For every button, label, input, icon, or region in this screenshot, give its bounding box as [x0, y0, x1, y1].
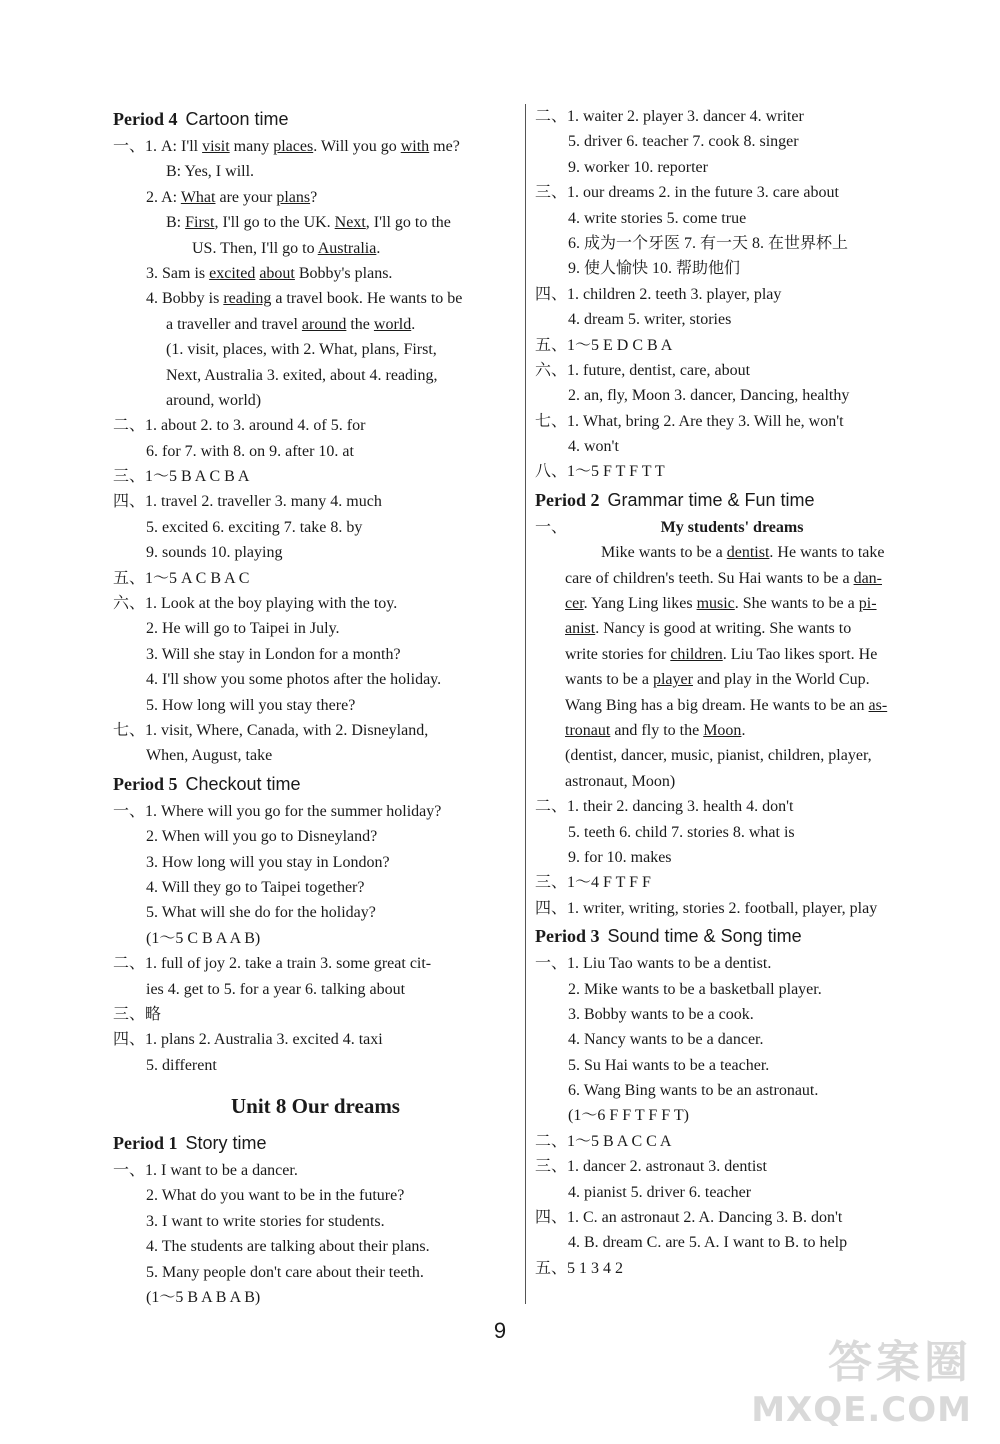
passage-line: tronaut and fly to the Moon.	[565, 721, 746, 739]
answer-line: 五、1～5 E D C B A	[535, 336, 673, 354]
answer-line: 5. teeth 6. child 7. stories 8. what is	[568, 823, 795, 841]
answer-line: 七、1. visit, Where, Canada, with 2. Disneyland,	[113, 721, 429, 739]
answer-line: 2. When will you go to Disneyland?	[146, 828, 378, 846]
answer-line: 3. How long will you stay in London?	[146, 853, 390, 871]
answer-line: 五、5 1 3 4 2	[535, 1259, 624, 1277]
passage-line: wants to be a player and play in the World Cup.	[565, 671, 870, 689]
answer-line: 四、1. travel 2. traveller 3. many 4. much	[113, 493, 382, 511]
answer-line: B: Yes, I will.	[166, 163, 255, 181]
answer-line: 4. I'll show you some photos after the holiday.	[146, 671, 442, 689]
answer-line: 5. How long will you stay there?	[146, 696, 356, 714]
answer-line: 2. He will go to Taipei in July.	[146, 620, 340, 638]
answer-line: 5. excited 6. exciting 7. take 8. by	[146, 518, 363, 536]
answer-line: 4. The students are talking about their plans.	[146, 1238, 430, 1256]
answer-line: 三、1～5 B A C B A	[113, 468, 250, 486]
period-5-heading: Period 5 Checkout time	[113, 773, 301, 794]
answer-line: 一、1. Liu Tao wants to be a dentist.	[535, 955, 772, 973]
answer-line: 4. Will they go to Taipei together?	[146, 878, 365, 896]
passage-line: care of children's teeth. Su Hai wants to be a dan-	[565, 569, 882, 587]
answer-line: 5. Su Hai wants to be a teacher.	[568, 1056, 770, 1074]
answer-line: 一、1. I want to be a dancer.	[113, 1162, 298, 1180]
answer-line: 四、1. C. an astronaut 2. A. Dancing 3. B. don't	[535, 1209, 843, 1227]
answer-line: 2. What do you want to be in the future?	[146, 1187, 405, 1205]
answer-line: 二、1. their 2. dancing 3. health 4. don't	[535, 798, 794, 816]
answer-line: 4. Bobby is reading a travel book. He wants to be	[146, 290, 463, 308]
answer-line: 八、1～5 F T F T T	[535, 463, 665, 481]
answer-line: a traveller and travel around the world.	[166, 315, 416, 333]
answer-line: 2. Mike wants to be a basketball player.	[568, 980, 822, 998]
answer-line: 5. What will she do for the holiday?	[146, 904, 376, 922]
answer-line: 四、1. plans 2. Australia 3. excited 4. taxi	[113, 1031, 383, 1049]
answer-line: 六、1. future, dentist, care, about	[535, 361, 751, 379]
answer-line: US. Then, I'll go to Australia.	[192, 239, 381, 257]
passage-title-line: 一、 My students' dreams	[535, 515, 941, 540]
answer-line: B: First, I'll go to the UK. Next, I'll go to the	[166, 214, 451, 232]
answer-line: 4. write stories 5. come true	[568, 209, 747, 227]
left-column	[113, 104, 518, 1310]
answer-line: 2. an, fly, Moon 3. dancer, Dancing, healthy	[568, 387, 850, 405]
passage-title: My students' dreams	[660, 518, 804, 536]
period-1-heading: Period 1 Story time	[113, 1133, 267, 1154]
answer-line: 5. Many people don't care about their teeth.	[146, 1263, 424, 1281]
answer-line: ies 4. get to 5. for a year 6. talking about	[146, 980, 406, 998]
answer-line: 四、1. writer, writing, stories 2. football, player, play	[535, 899, 878, 917]
answer-line: 四、1. children 2. teeth 3. player, play	[535, 285, 782, 303]
answer-line: 六、1. Look at the boy playing with the toy.	[113, 595, 398, 613]
answer-line: When, August, take	[146, 747, 273, 765]
answer-line: 5. driver 6. teacher 7. cook 8. singer	[568, 133, 799, 151]
answer-line: 3. Sam is excited about Bobby's plans.	[146, 264, 393, 282]
answer-line: 二、1. waiter 2. player 3. dancer 4. writer	[535, 108, 804, 125]
answer-line: 三、略	[113, 1005, 162, 1023]
answer-line: 七、1. What, bring 2. Are they 3. Will he, won't	[535, 412, 844, 430]
answer-line: 一、1. A: I'll visit many places. Will you go with me?	[113, 138, 460, 155]
passage-line: cer. Yang Ling likes music. She wants to be a pi-	[565, 595, 877, 613]
answer-line: 9. worker 10. reporter	[568, 158, 708, 176]
answer-line: 4. Nancy wants to be a dancer.	[568, 1031, 764, 1049]
answer-line: 3. Will she stay in London for a month?	[146, 645, 401, 663]
answer-line: 6. Wang Bing wants to be an astronaut.	[568, 1082, 819, 1100]
answer-line: 2. A: What are your plans?	[146, 188, 318, 206]
passage-line: write stories for children. Liu Tao likes sport. He	[565, 645, 878, 663]
passage-line: Wang Bing has a big dream. He wants to be an as-	[565, 696, 888, 714]
answer-line: 6. 成为一个牙医 7. 有一天 8. 在世界杯上	[568, 234, 849, 252]
watermark-logo-text: 答案圈	[828, 1337, 972, 1388]
answer-line: 9. for 10. makes	[568, 848, 672, 866]
answer-line: 4. dream 5. writer, stories	[568, 311, 732, 329]
answer-line: (1～5 B A B A B)	[146, 1289, 261, 1307]
answer-line: Next, Australia 3. exited, about 4. reading,	[166, 366, 438, 384]
column-divider	[525, 104, 526, 1304]
answer-line: (1. visit, places, with 2. What, plans, First,	[166, 341, 437, 359]
answer-line: around, world)	[166, 391, 262, 409]
period-3-heading: Period 3 Sound time & Song time	[535, 926, 802, 947]
answer-line: 二、1. about 2. to 3. around 4. of 5. for	[113, 417, 366, 435]
answer-line: 三、1～4 F T F F	[535, 874, 651, 892]
answer-line: 5. different	[146, 1056, 217, 1074]
right-column	[535, 104, 941, 1281]
answer-line: 3. Bobby wants to be a cook.	[568, 1005, 754, 1023]
answer-line: (1～5 C B A A B)	[146, 929, 261, 947]
watermark	[751, 1326, 972, 1430]
answer-line: 9. sounds 10. playing	[146, 544, 283, 562]
answer-line: 三、1. our dreams 2. in the future 3. care about	[535, 184, 839, 202]
answer-line: 6. for 7. with 8. on 9. after 10. at	[146, 442, 354, 460]
period-2-heading: Period 2 Grammar time & Fun time	[535, 489, 815, 510]
passage-line: astronaut, Moon)	[565, 772, 676, 790]
unit-title: Unit 8 Our dreams	[231, 1094, 400, 1119]
answer-line: (1～6 F F T F F T)	[568, 1107, 689, 1125]
answer-line: 4. B. dream C. are 5. A. I want to B. to help	[568, 1234, 848, 1252]
answer-line: 一、1. Where will you go for the summer holiday?	[113, 802, 442, 820]
passage-line: (dentist, dancer, music, pianist, children, player,	[565, 747, 872, 765]
passage-line: Mike wants to be a dentist. He wants to take	[601, 544, 885, 562]
answer-line: 三、1. dancer 2. astronaut 3. dentist	[535, 1158, 767, 1176]
answer-line: 4. won't	[568, 438, 619, 456]
answer-line: 五、1～5 A C B A C	[113, 569, 250, 587]
answer-line: 9. 使人愉快 10. 帮助他们	[568, 260, 741, 278]
watermark-url: MXQE.COM	[751, 1390, 972, 1430]
answer-line: 4. pianist 5. driver 6. teacher	[568, 1183, 752, 1201]
passage-line: anist. Nancy is good at writing. She wants to	[565, 620, 852, 638]
page-number: 9	[493, 1318, 507, 1343]
answer-line: 3. I want to write stories for students.	[146, 1212, 385, 1230]
answer-line: 二、1～5 B A C C A	[535, 1132, 672, 1150]
answer-line: 二、1. full of joy 2. take a train 3. some great cit-	[113, 955, 432, 973]
period-4-heading: Period 4 Cartoon time	[113, 109, 289, 129]
